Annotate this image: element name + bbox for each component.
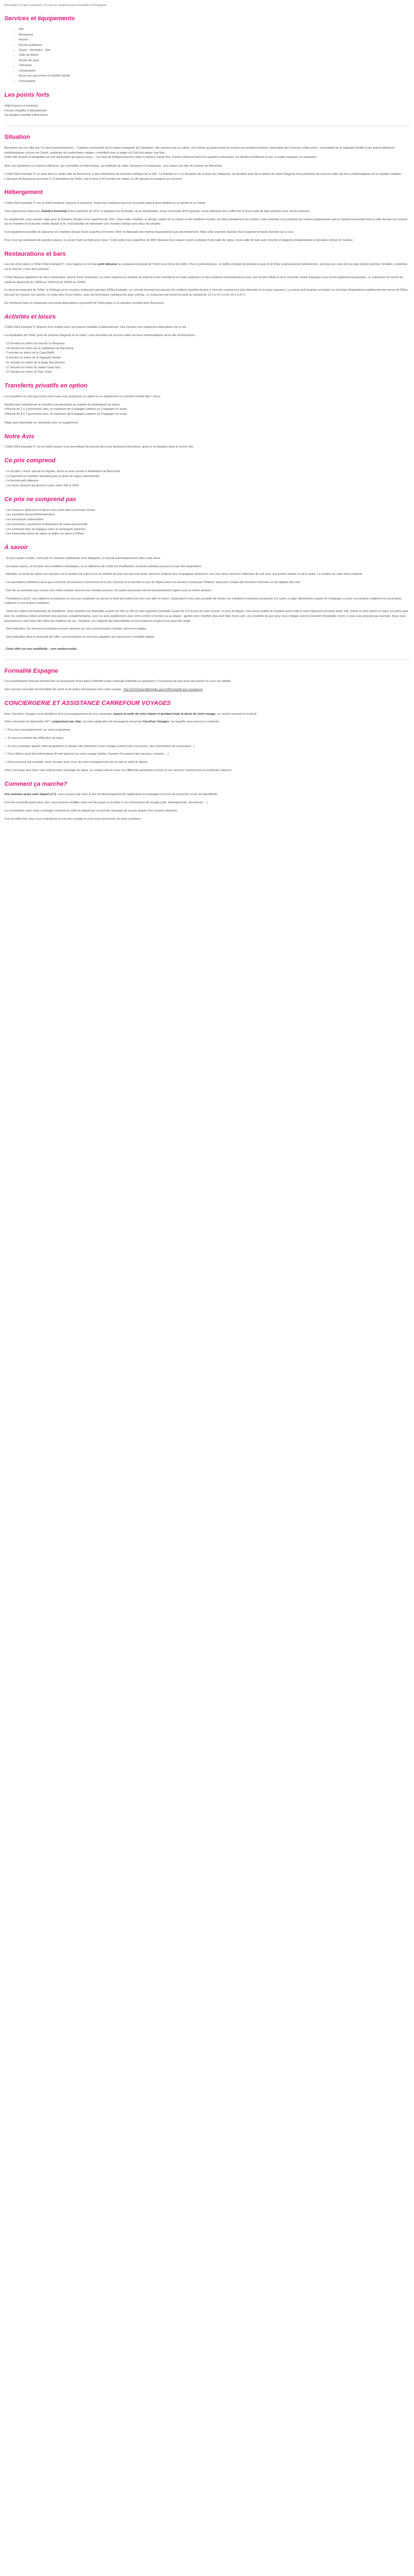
hebergement-text: En supplément, vous pourrez opter pour la chambre Design d'une superficie de 26m². Dans cette chambre, le design, inspiré de la culture et des traditions locales, se mêle parfaitement au confort. Cette chambre vous propose les mêmes équipements que la chambre Essential mais la salle de bain est ouverte sur la chambre et la douche visible depuis le lit. Il est possible de demander une chambre Design avec deux lits simples.: [4, 217, 407, 226]
savoir-item: - Prestations à bord : les collations et boissons ne sont pas comprises au service à bord des avions lors des vols aller et retour. Cependant il vous sera possible de choisir vos collations et boissons proposés à la carte, à régler directement auprès de l'équipage ou avec vos propres collations et vos propres collations et vos propres collations.: [4, 597, 402, 605]
situation-text: Cette ville vivante et infatigable est une destination qui plaira à tous.... Les fans de football pourront visiter le fameux Camp Nou, d'autres flâneront dans les quartiers historiques, les familles profiteront le zoo, le public espanyol ou l'aquarium...: [4, 156, 319, 160]
comment-text: La conversation avec votre concierge s'activera la veille du départ par un premier message de sa part auquel vous pourrez répondre.: [4, 809, 178, 813]
savoir-item: - Des lits ou serviettes par ronnes d'un même dossier réservé une certaine pension, les autres personnes seront éventuellement logées sous la même pension.: [4, 589, 212, 592]
service-item: • Télévision: [19, 63, 410, 68]
restauration-text: Le second restaurant de l'hôtel, le Kintsugi est le nouveau restaurant japonais d'Ohla Example, un concept innovant qui associe les meilleurs produits locaux à l'une des cuisines les plus délicates et les plus exquises. La cuisine qu'il propose est basée sur la fusion d'ingrédients traditionnels des terres de l'Ebre, tels que les oursins, les seiches, le crabe bleu et les huîtres, avec les techniques culinaires du pays oriental. Le restaurant est ouvert du lundi au samedi de 13 h à 16 h et de 20 h à 23 h.: [4, 289, 409, 297]
distances-list: [4, 342, 410, 375]
savoir-list: [4, 556, 410, 640]
comprend-item: - Les taxes aéroport qui peuvent varier entre 30€ et 200€: [4, 484, 79, 488]
hebergement-text: Vous séjournerez dans une chambre Essential d'une superficie de 25m² et équipée d'un lit double, de la climatisation, d'une connexion Wi-Fi gratuite, d'une télévision d'un coffre-fort et d'une salle de bain privative avec sèche-cheveux.: [4, 209, 310, 213]
formalites-text: Les ressortissants français doivent être en possession d'une pièce d'identité (carte nationale d'identité ou passeport, à l'exclusion de tout autre document) en cours de validité.: [4, 680, 232, 684]
hebergement-text: L'hôtel Ohla Example 5* est un hôtel moderne, luxueux et lumineux. Toutes les chambres peuvent accueillir jusqu'à deux adultes ou un adulte et un enfant.: [4, 202, 206, 205]
hebergement-text: Pour ceux qui souhaitent de grands espaces, la Junior Suite est faite pour vous ! Cette suite d'une superficie de 38m² dispose d'un espace ouvert composé d'une salle de séjour, d'une salle de bain avec douche et baignoire indépendante et de bains vitrines en hauteur.: [4, 238, 354, 242]
comprend-section: [4, 457, 410, 489]
formalites-section: [4, 668, 410, 692]
hebergement-text: Il est également possible de séjourner en chambre Deluxe d'une superficie d'environ 34m² et disposant des mêmes équipements que précédemment. Mais cette chambre dispose d'une superbe terrasse donnant sur la cour.: [4, 231, 294, 234]
avis-title: Notre Avis: [4, 433, 34, 440]
offer-note: - Cette offre est non modifiable – non remboursable: [4, 647, 77, 651]
transferts-line: Véhicule de 4 à 7 personnes avec un maximum de 8 bagages cabines ou 4 bagages en soute.: [4, 413, 128, 416]
concierge-check-item: ✓ Si vous rencontrez des difficultés sur place: [4, 736, 64, 740]
distance-item: - 7 minutes en métro de la Casa Batlló: [4, 351, 55, 355]
breadcrumb[interactable]: Description Ce prix comprend / Ce prix ne comprend pas Formalités Conciergerie: [4, 4, 107, 7]
concierge-check-item: ✓ Si vous souhaitez ajouter votre programme ou ajouter des éléments à votre voyage (comme des excursions, des réservations de restaurants...): [4, 744, 194, 748]
restauration-text: L'hôtel dispose également de deux restaurants, dont le Xerta restaurant. La carte respecte les produits du marché et les transforme en mets supérieurs et des créations contemporaines avec une touche d'Asie et de la nouvelle cuisine française vous seront également proposées. Le restaurant est ouvert du mardi au dimanche de 13h00 au 16h00 et de 20h00 au 23h00.: [4, 275, 403, 284]
concierge-check-item: ✓ Pour tous renseignements sur votre programme: [4, 728, 70, 732]
comprend-list: [4, 469, 410, 489]
transferts-section: [4, 383, 410, 426]
comprend-item: - Le logement en chambre standard pour la durée du séjour sélectionnée: [4, 474, 100, 478]
ne-comprend-item: - Les éventuelles taxes de séjour (à régler sur place à l'hôtel): [4, 532, 84, 536]
avis-section: [4, 433, 410, 450]
conciergerie-section: [4, 700, 410, 773]
restauration-section: [4, 251, 410, 306]
restauration-text: Lors de votre séjour à l'hôtel Ohla Example 5*, vous logerez en formule petit déjeuner au restaurant principal de l'hôtel sous forme de buffet. Pour le petit déjeuner, un buffet complet de produits locaux et de fruits soigneusement sélectionnés, ainsi qu'une carte de tout type d'œufs (pochés, brouillés, omelettes, sur le plat etc.) vous sera proposé.: [4, 263, 408, 272]
savoir-title: À savoir: [4, 544, 28, 551]
ne-comprend-item: - Les boissons, déjeuners et dîners non inclus dans la formule choisie: [4, 508, 96, 512]
distance-item: - 9 minutes en métro de la Sagrada Familia: [4, 356, 61, 360]
comment-text: Une fois connecté après deux clics, vous pourrez modifier votre mot de passe et accéder à vos informations de voyage (vols, hébergements, documents, ...): [4, 801, 208, 805]
formalites-text: Vous pouvez consulter les formalités de santé et de police nécessaires pour votre voyage : http://XXX/www.diplomatie.gouv.fr/fr/conseils-aux-voyageurs/: [4, 688, 203, 692]
distance-item: - 13 minutes en métro du marché La Boqueria: [4, 342, 64, 345]
activites-text: La localisation de l'hôtel, près de l'avenue Diagonal et du métro, vous permettra de pouvoir visiter les lieux emblématiques de la ville de Barcelone :: [4, 334, 197, 338]
situation-text: Barcelone est une ville que l'on aime passionnément.... Capitale cosmopolite de la région espagnole de Catalogne, elle rayonne par sa culture, son climat, sa gastronomie et surtout son ambiance festive. Impossible de s'ennuyer à Barcelone : la boutique de la Sagrada Familia et les autres bâtiments emblématiques conçus par Gaudí, symboles du modernisme catalan, cohabitent avec la plage où il fait bon piquer une tête...: [4, 146, 395, 155]
transferts-line: Veuillez bien sélectionner le transfert correspondant au nombre de participants au séjour :: [4, 403, 122, 407]
service-item: • Conciergerie: [19, 79, 410, 84]
ne-comprend-item: - Les éventuels frais de bagages selon la compagnie aérienne: [4, 527, 86, 531]
ne-comprend-item: - Les assurances optionnelles: [4, 518, 44, 522]
activites-section: [4, 314, 410, 375]
savoir-item: - Attention, la durée du séjour est calculée sur le nombre de nuits et non le nombre de jours qui peuvent varier selon les horaires des compagnies aériennes. Les vols retour pourront s'effectuer de nuit avec une arrivée tardive ou tôt le matin. Le nombre de nuits reste respecté.: [4, 573, 363, 577]
ne-comprend-item: - Les transferts aéroport/hôtel/aéroport: [4, 513, 55, 517]
service-item: • Sauna - Hammam - Spa: [19, 48, 410, 53]
services-title: Services et équipements: [4, 15, 75, 22]
conciergerie-title: CONCIERGERIE ET ASSISTANCE CARREFOUR VOYAGES: [4, 699, 171, 707]
savoir-item: - En basse saison, en fonction des conditions climatiques, ou si l'affluence de l'hôtel est insuffisante, certaines activités peuvent ne pas être disponibles.: [4, 564, 202, 568]
comprend-item: - La formule petit déjeuner: [4, 479, 39, 483]
service-item: • Accès aux personnes à mobilité réduite: [19, 74, 410, 79]
points-forts-section: [4, 92, 410, 118]
situation-text: Avec ses transports en commun efficaces, ses merveilles architecturales, sa multitude de cafés, terrasses et restaurants, vous aurez une idée du charme de Barcelone.: [4, 164, 223, 168]
diplomatie-link[interactable]: http://XXX/www.diplomatie.gouv.fr/fr/conseils-aux-voyageurs/: [123, 688, 203, 692]
point-fort: Sa situation centrale à Barcelone: [4, 114, 48, 117]
conciergerie-text: Votre concierge est disponible 24/7, uniquement par chat, via votre application de messagerie sécurisée Carrefour Voyages, sur laquelle vous pouvez le contacter :: [4, 720, 221, 724]
conciergerie-text: Avec Carrefour Voyages vous bénéficiez d'un accompagnement de nos concierges depuis la veille de votre départ et pendant toute la durée de votre voyage, un service innovant et exclusif.: [4, 712, 257, 716]
savoir-item: - Seul indication dans le descriptif de l'offre, nos prestations ne sont pas adaptées aux personnes à mobilité réduite.: [4, 636, 155, 639]
service-item: • Terrain de sport: [19, 58, 410, 63]
point-fort: Piscine chauffée à débordement: [4, 109, 47, 113]
comment-title: Comment ça marche?: [4, 780, 67, 787]
services-section: [4, 15, 410, 84]
service-item: • Piscine: [19, 38, 410, 43]
restauration-text: De nombreux bars et restaurants sont aussi disponibles à proximité de l'hôtel grâce à sa situation centrale dans Barcelone.: [4, 301, 165, 305]
point-fort: Hôtel luxueux et lumineux: [4, 104, 38, 108]
distance-item: - 27 minutes en métro du Stade Camp Nou: [4, 366, 61, 369]
hebergement-title: Hébergement: [4, 189, 43, 196]
ne-comprend-title: Ce prix ne comprend pas: [4, 496, 76, 503]
distance-item: - 18 minutes en métro de la Cathédrale de Barcelone: [4, 346, 74, 350]
points-forts-title: Les points forts: [4, 92, 50, 99]
transferts-line: Véhicule de 1 à 3 personnes avec un maximum de 4 bagages cabines ou 2 bagages en soute.: [4, 408, 128, 411]
situation-title: Situation: [4, 134, 31, 141]
comprend-title: Ce prix comprend: [4, 457, 56, 464]
concierge-checks: [4, 728, 410, 765]
transferts-title: Transferts privatifs en option: [4, 383, 87, 390]
ne-comprend-section: [4, 496, 410, 537]
transferts-text: Siège auto disponible sur demande avec un supplément.: [4, 421, 79, 425]
service-item: • Piscine extérieure: [19, 43, 410, 48]
hebergement-section: [4, 189, 410, 243]
avis-text: L'hôtel Ohla Example 5* est un hôtel luxueux vous permettant de pouvoir découvrir facilement Barcelone, grâce à sa situation dans le centre-ville.: [4, 445, 194, 449]
savoir-item: - Selon les règles internationales de l'hôtellerie, votre chambre est disponible à partir de 14h ou 15h et votre logement (souhait) à partir de 17h le jour de votre arrivée. Le jour du départ, vous devez quitter la chambre avant midi et votre logement (souhait) avant 10h, même si votre retour en avion est prévu plus tard. De nombreux hôtels prévoient des services complémentaires, avec ou sans supplément, pour votre confort à l'arrivée ou au départ : garder votre chambre plus tard (late check-out), une chambre de jour pour vous changer avant le transfert (hospitality room). Il vous sera proposé par exemple. Nous vous présenterons votre hôtel afin d'être les meilleurs de vos. Toutefois, ceci dépend des disponibilités et circonstances locales et ne peut être exigé.: [4, 610, 409, 623]
concierge-check-item: ✓ Pour obtenir avoir des informations d'ordre général sur votre voyage (météo, horaires d'ouverture des services, conseils.....): [4, 752, 169, 756]
ne-comprend-list: [4, 508, 410, 537]
savoir-item: - Si vous partez seul(e), votre prix en chambre individuelle sera obligatoire et calculé automatiquement dans votre devis.: [4, 556, 161, 560]
service-item: • Restaurant: [19, 33, 410, 38]
conciergerie-text: Votre concierge sera alors votre interlocuteur privilégié sur place, en relation directe avec nos différents partenaires locaux et nos services commerciaux et production internes.: [4, 768, 233, 772]
ne-comprend-item: - Les excursions, pourboires et dépenses de nature personnelle: [4, 522, 88, 526]
comment-text: Une nouvelle fois, nous vous souhaitons un très bon voyage et nous vous remercions de votre confiance.: [4, 817, 142, 821]
offer-page: [0, 0, 414, 831]
savoir-item: - Seul indication, les services touristiques fournis reposent sur une communication verbale, seront en anglais.: [4, 627, 147, 631]
situation-text: L'hôtel Ohla Example 5* se situe dans le centre-ville de Barcelone, à deux kilomètres de l'avenue mythique de la ville : La Rambla et à 1,5 kilomètre de la place de Catalunya. Sa situation près de la station de métro Diagonal vous permettra de pouvoir visiter les lieux emblématiques de la capitale catalane. L'aéroport de Barcelone se trouve à 15 kilomètres de l'hôtel, soit environ à 30 minutes en voiture ou 35 minutes en transport en commun.: [4, 172, 402, 181]
transferts-text: Les transferts ne sont pas inclus mais nous vous proposons en option et en supplément un transfert privatif aller / retour.: [4, 395, 162, 398]
distance-item: - 31 minutes en métro de la plage Barceloneta: [4, 361, 65, 364]
activites-title: Activités et loisirs: [4, 313, 56, 320]
distance-item: - 27 minutes en métro du Parc Güell: [4, 370, 52, 374]
service-item: • Climatisation: [19, 69, 410, 74]
formalites-title: Formalité Espagne: [4, 667, 58, 674]
concierge-check-item: ✓ Nous pouvons par exemple, nous occuper pour vous, de votre enregistrement de vol dès la veille du départ: [4, 761, 147, 764]
savoir-item: - Les prestations hôtelières ainsi que la formule de pensions commenceront le jour d'arrivée et se termine le jour du départ selon les horaires choisis par l'hôtelier, sans tenir compte des horaires d'arrivées ou de départs des vols.: [4, 581, 301, 585]
situation-section: [4, 134, 410, 181]
comprend-item: - Le vol aller / retour spécial ou régulier, direct ou avec escale à destination de Barcelone: [4, 469, 120, 473]
service-item: • Salle de fitness: [19, 53, 410, 58]
activites-text: L'hôtel Ohla Example 5* dispose d'un rooftop avec une piscine chauffée à débordement. Des hamacs sont également disponibles sur le toit.: [4, 326, 187, 330]
comment-section: [4, 781, 410, 822]
services-list: [4, 27, 410, 84]
service-item: • Wifi: [19, 27, 410, 32]
savoir-section: [4, 544, 410, 652]
comment-text: Une semaine avant votre départ (J-7), vous recevrez par mail, le lien de téléchargement de l'application accompagné d'un lien de connexion et de vos identifiants.: [4, 793, 218, 797]
restauration-title: Restaurations et bars: [4, 250, 66, 257]
